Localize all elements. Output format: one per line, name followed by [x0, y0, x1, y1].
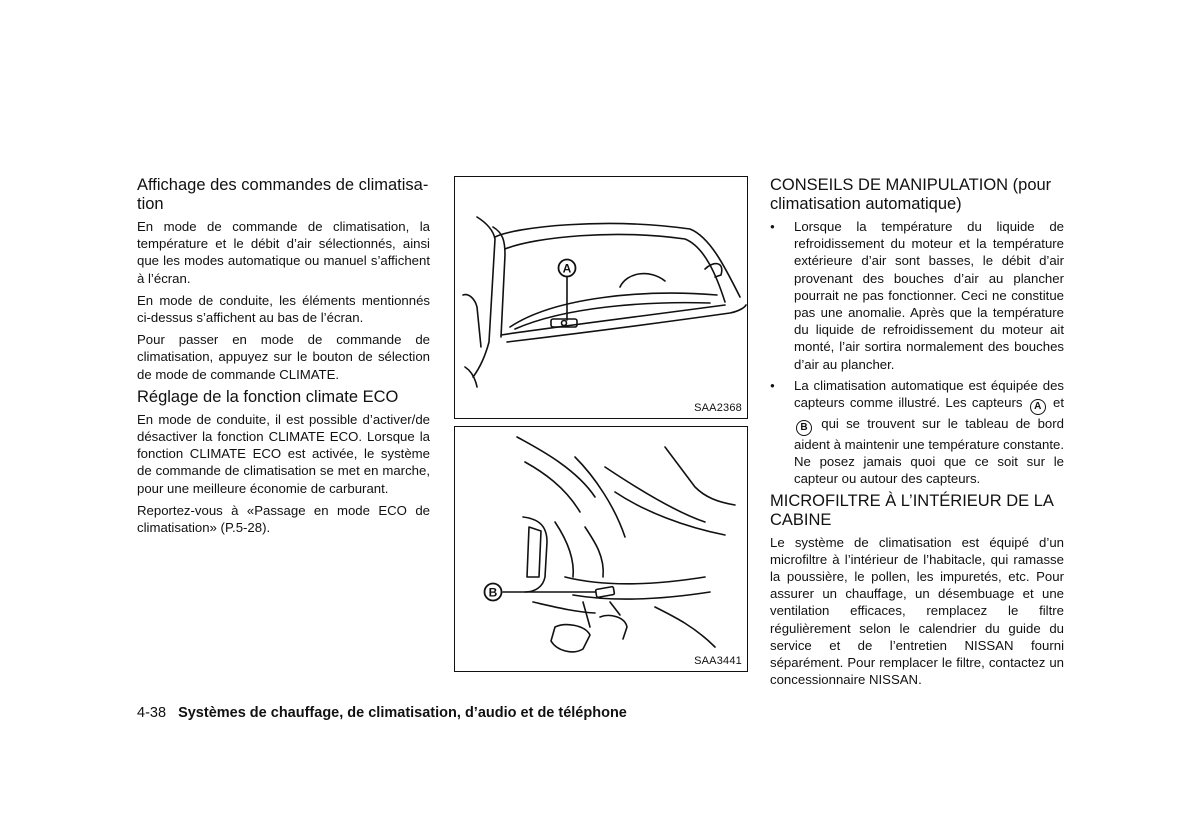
heading-line-2: tion — [137, 195, 164, 213]
figure-dashboard-sensor — [454, 176, 748, 419]
list-item — [770, 377, 1064, 488]
bullet-text: et — [1053, 395, 1064, 411]
paragraph: Pour passer en mode de commande de climatisation, appuyez sur le bouton de sélection de mode de commande CLIMATE. — [137, 332, 430, 382]
paragraph: Reportez-vous à «Passage en mode ECO de climatisation» (P.5-28). — [137, 502, 430, 536]
heading-line-2: climatisation automatique) — [770, 195, 962, 213]
figure-code: SAA3441 — [694, 655, 742, 667]
bullet-text: qui se trouvent sur le tableau de bord aident à maintenir une température constante. Ne posez jamais quoi que ce soit sur le capteur ou autour des capteurs. — [794, 416, 1064, 487]
paragraph: En mode de conduite, les éléments mentionnés ci-dessus s’affichent au bas de l’écran. — [137, 292, 430, 326]
tips-list — [770, 218, 1064, 488]
lower-dash-illustration — [455, 427, 747, 671]
left-column — [137, 176, 430, 541]
list-item — [770, 218, 1064, 373]
marker-a-icon: A — [1030, 399, 1046, 415]
bullet-text: Lorsque la température du liquide de refroidissement du moteur et la température extérieure d’air sont basses, le débit d’air provenant des bouches d’air au plancher pourrait ne pas fonctionner. Ceci ne constitue pas une anomalie. Après que la température du liquide de refroidissement du moteur ait monté, l’air sortira normalement des bouches d’air au plancher. — [794, 219, 1064, 372]
paragraph: En mode de commande de climatisation, la température et le débit d’air sélectionnés, ainsi que les modes automatique ou manuel s’affichent à l’écran. — [137, 219, 430, 286]
section-heading-tips — [770, 176, 1064, 214]
paragraph: Le système de climatisation est équipé d’un microfiltre à l’intérieur de l’habitacle, qui ramasse la poussière, le pollen, les impuretés, etc. Pour assurer un chauffage, un désembuage et une ventilation efficaces, remplacez le filtre régulièrement selon le calendrier du guide du service et de l’entretien NISSAN fourni séparément. Pour remplacer le filtre, contactez un concessionnaire NISSAN. — [770, 534, 1064, 688]
heading-line-1: MICROFILTRE À L’INTÉRIEUR DE LA — [770, 491, 1054, 510]
heading-line-2: CABINE — [770, 510, 832, 529]
callout-a-label: A — [562, 261, 572, 276]
bullet-text: La climatisation automatique est équipée des capteurs comme illustré. Les capteurs — [794, 377, 1064, 411]
paragraph: En mode de conduite, il est possible d’activer/de désactiver la fonction CLIMATE ECO. Lorsque la fonction CLIMATE ECO est activée, le système de commande de climatisation se met en marche, pour une meilleure économie de carburant. — [137, 411, 430, 496]
callout-b-label: B — [488, 585, 498, 600]
windshield-illustration — [455, 177, 747, 418]
section-heading-eco: Réglage de la fonction climate ECO — [137, 387, 399, 406]
figure-code: SAA2368 — [694, 402, 742, 414]
heading-line-1: Affichage des commandes de climatisa- — [137, 176, 429, 194]
right-column — [770, 176, 1064, 693]
section-heading-microfilter — [770, 492, 1064, 530]
section-heading-display — [137, 176, 430, 214]
marker-b-icon: B — [796, 420, 812, 436]
heading-line-1: CONSEILS DE MANIPULATION (pour — [770, 176, 1052, 194]
figure-lower-sensor — [454, 426, 748, 672]
page-footer — [137, 705, 627, 721]
page-number: 4-38 — [137, 705, 167, 721]
chapter-title: Systèmes de chauffage, de climatisation, d’audio et de téléphone — [178, 705, 627, 721]
